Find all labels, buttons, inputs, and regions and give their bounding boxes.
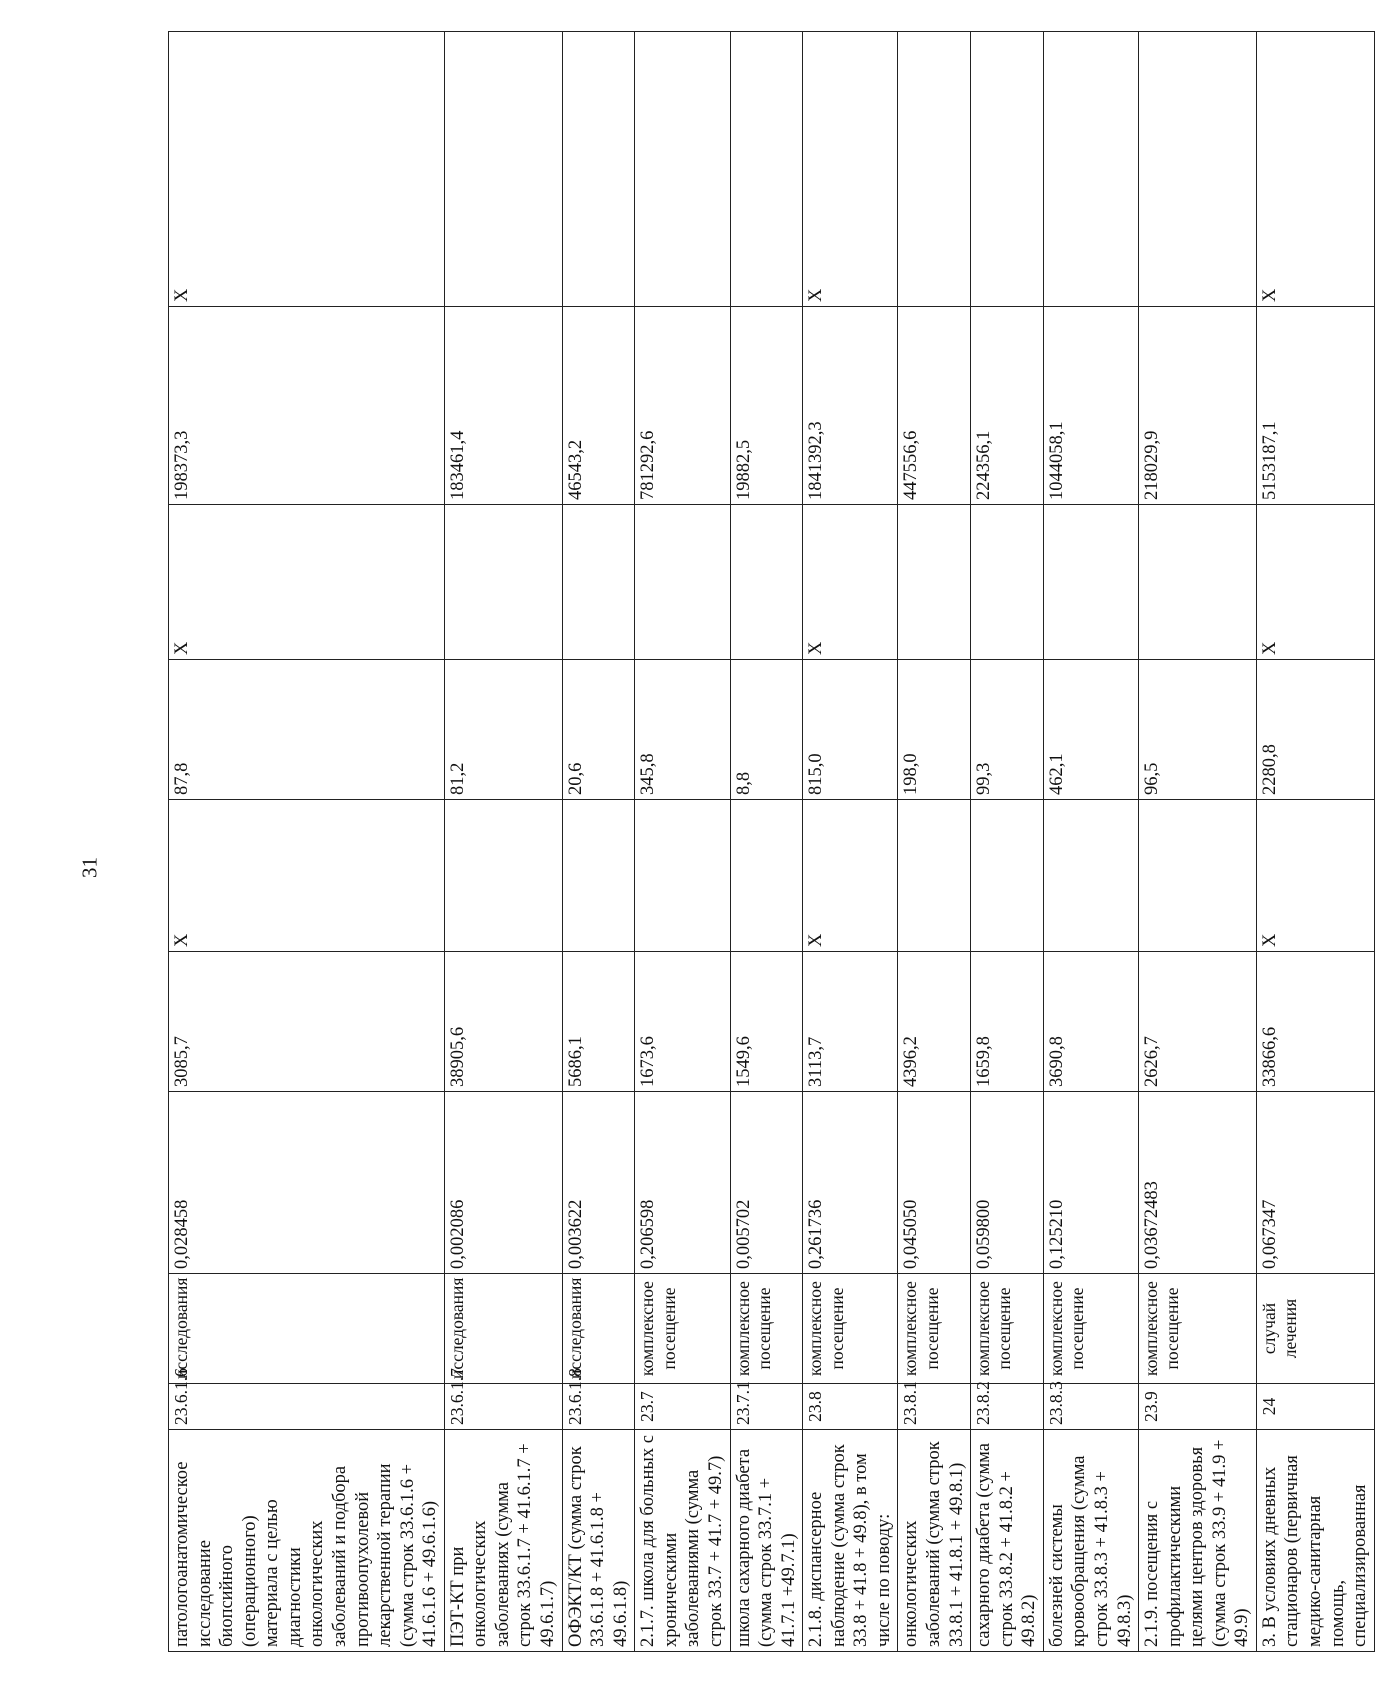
row-norm-cell: 0,261736 <box>803 1092 898 1274</box>
table-row <box>1256 32 1374 1652</box>
row-per-capita-cell: 815,0 <box>803 660 898 800</box>
row-x-cell <box>1043 505 1138 660</box>
row-x-cell <box>635 800 730 952</box>
row-unit-cell: комплексное посещение <box>1043 1274 1138 1384</box>
row-cost-cell: 1673,6 <box>635 952 730 1092</box>
row-per-capita-cell: 20,6 <box>562 660 635 800</box>
row-code-cell: 23.6.1.8 <box>562 1384 635 1430</box>
row-cost-cell: 3690,8 <box>1043 952 1138 1092</box>
row-name-cell: школа сахарного диабета (сумма строк 33.7.1 + 41.7.1 +49.7.1) <box>730 1430 803 1652</box>
row-cost-cell: 38905,6 <box>444 952 562 1092</box>
row-unit-cell: комплексное посещение <box>635 1274 730 1384</box>
row-x-cell <box>730 505 803 660</box>
row-x-cell <box>562 32 635 307</box>
table-row <box>444 32 562 1652</box>
row-x-cell: X <box>169 505 445 660</box>
row-x-cell <box>730 32 803 307</box>
row-total-cell: 5153187,1 <box>1256 307 1374 505</box>
row-total-cell: 1044058,1 <box>1043 307 1138 505</box>
row-name-cell: 2.1.8. диспансерное наблюдение (сумма строк 33.8 + 41.8 + 49.8), в том числе по поводу: <box>803 1430 898 1652</box>
row-norm-cell: 0,028458 <box>169 1092 445 1274</box>
row-x-cell <box>898 505 971 660</box>
table-row <box>635 32 730 1652</box>
row-unit-cell: комплексное посещение <box>730 1274 803 1384</box>
row-total-cell: 447556,6 <box>898 307 971 505</box>
row-per-capita-cell: 99,3 <box>971 660 1044 800</box>
row-per-capita-cell: 96,5 <box>1139 660 1257 800</box>
row-total-cell: 224356,1 <box>971 307 1044 505</box>
row-cost-cell: 3113,7 <box>803 952 898 1092</box>
row-norm-cell: 0,03672483 <box>1139 1092 1257 1274</box>
row-total-cell: 218029,9 <box>1139 307 1257 505</box>
row-norm-cell: 0,067347 <box>1256 1092 1374 1274</box>
row-x-cell: X <box>1256 505 1374 660</box>
row-x-cell <box>444 800 562 952</box>
row-x-cell: X <box>803 800 898 952</box>
row-x-cell <box>635 505 730 660</box>
row-cost-cell: 1659,8 <box>971 952 1044 1092</box>
row-per-capita-cell: 462,1 <box>1043 660 1138 800</box>
row-total-cell: 1841392,3 <box>803 307 898 505</box>
row-x-cell <box>1139 32 1257 307</box>
row-unit-cell: случай лечения <box>1256 1274 1374 1384</box>
table-row <box>1043 32 1138 1652</box>
row-unit-cell: комплексное посещение <box>803 1274 898 1384</box>
row-norm-cell: 0,003622 <box>562 1092 635 1274</box>
row-cost-cell: 3085,7 <box>169 952 445 1092</box>
row-per-capita-cell: 87,8 <box>169 660 445 800</box>
row-cost-cell: 5686,1 <box>562 952 635 1092</box>
page-number: 31 <box>77 857 102 878</box>
row-norm-cell: 0,125210 <box>1043 1092 1138 1274</box>
table-row <box>562 32 635 1652</box>
row-name-cell: болезней системы кровообращения (сумма строк 33.8.3 + 41.8.3 + 49.8.3) <box>1043 1430 1138 1652</box>
row-cost-cell: 1549,6 <box>730 952 803 1092</box>
row-norm-cell: 0,206598 <box>635 1092 730 1274</box>
row-per-capita-cell: 8,8 <box>730 660 803 800</box>
row-code-cell: 24 <box>1256 1384 1374 1430</box>
row-norm-cell: 0,059800 <box>971 1092 1044 1274</box>
row-total-cell: 183461,4 <box>444 307 562 505</box>
row-x-cell <box>444 32 562 307</box>
row-code-cell: 23.8.2 <box>971 1384 1044 1430</box>
row-x-cell <box>1043 800 1138 952</box>
row-name-cell: ПЭТ-КТ при онкологических заболеваниях (сумма строк 33.6.1.7 + 41.6.1.7 + 49.6.1.7) <box>444 1430 562 1652</box>
row-code-cell: 23.6.1.6 <box>169 1384 445 1430</box>
row-x-cell <box>562 505 635 660</box>
row-per-capita-cell: 2280,8 <box>1256 660 1374 800</box>
table-row <box>971 32 1044 1652</box>
row-x-cell <box>1139 800 1257 952</box>
row-norm-cell: 0,045050 <box>898 1092 971 1274</box>
row-name-cell: ОФЭКТ/КТ (сумма строк 33.6.1.8 + 41.6.1.8 + 49.6.1.8) <box>562 1430 635 1652</box>
row-unit-cell: комплексное посещение <box>1139 1274 1257 1384</box>
row-name-cell: 2.1.9. посещения с профилактическими целями центров здоровья (сумма строк 33.9 + 41.9 + 49.9) <box>1139 1430 1257 1652</box>
row-per-capita-cell: 345,8 <box>635 660 730 800</box>
row-total-cell: 781292,6 <box>635 307 730 505</box>
row-x-cell <box>971 32 1044 307</box>
table-row <box>898 32 971 1652</box>
table-row <box>803 32 898 1652</box>
table-row <box>730 32 803 1652</box>
budget-table <box>168 31 1375 1652</box>
row-name-cell: сахарного диабета (сумма строк 33.8.2 + 41.8.2 + 49.8.2) <box>971 1430 1044 1652</box>
row-name-cell: онкологических заболеваний (сумма строк 33.8.1 + 41.8.1 + 49.8.1) <box>898 1430 971 1652</box>
row-total-cell: 19882,5 <box>730 307 803 505</box>
row-x-cell <box>1043 32 1138 307</box>
row-norm-cell: 0,002086 <box>444 1092 562 1274</box>
row-code-cell: 23.9 <box>1139 1384 1257 1430</box>
row-x-cell: X <box>169 32 445 307</box>
row-x-cell <box>1139 505 1257 660</box>
row-x-cell <box>971 505 1044 660</box>
row-x-cell: X <box>169 800 445 952</box>
row-x-cell <box>635 32 730 307</box>
row-code-cell: 23.6.1.7 <box>444 1384 562 1430</box>
row-x-cell <box>444 505 562 660</box>
row-x-cell <box>971 800 1044 952</box>
row-unit-cell: исследования <box>169 1274 445 1384</box>
table-wrapper <box>168 32 1371 1652</box>
row-x-cell <box>898 800 971 952</box>
table-row <box>169 32 445 1652</box>
row-code-cell: 23.8.3 <box>1043 1384 1138 1430</box>
row-x-cell: X <box>803 505 898 660</box>
row-x-cell: X <box>803 32 898 307</box>
table-row <box>1139 32 1257 1652</box>
row-cost-cell: 2626,7 <box>1139 952 1257 1092</box>
row-code-cell: 23.8 <box>803 1384 898 1430</box>
row-name-cell: 2.1.7. школа для больных с хроническими заболеваниями (сумма строк 33.7 + 41.7 + 49.7) <box>635 1430 730 1652</box>
row-unit-cell: комплексное посещение <box>898 1274 971 1384</box>
row-x-cell: X <box>1256 32 1374 307</box>
row-x-cell <box>898 32 971 307</box>
row-unit-cell: исследования <box>562 1274 635 1384</box>
row-code-cell: 23.7 <box>635 1384 730 1430</box>
row-norm-cell: 0,005702 <box>730 1092 803 1274</box>
row-x-cell <box>730 800 803 952</box>
row-unit-cell: исследования <box>444 1274 562 1384</box>
row-per-capita-cell: 81,2 <box>444 660 562 800</box>
row-code-cell: 23.7.1 <box>730 1384 803 1430</box>
row-code-cell: 23.8.1 <box>898 1384 971 1430</box>
row-name-cell: 3. В условиях дневных стационаров (первичная медико-санитарная помощь, специализированная <box>1256 1430 1374 1652</box>
row-cost-cell: 4396,2 <box>898 952 971 1092</box>
row-total-cell: 198373,3 <box>169 307 445 505</box>
row-x-cell: X <box>1256 800 1374 952</box>
row-total-cell: 46543,2 <box>562 307 635 505</box>
row-unit-cell: комплексное посещение <box>971 1274 1044 1384</box>
row-per-capita-cell: 198,0 <box>898 660 971 800</box>
row-x-cell <box>562 800 635 952</box>
row-cost-cell: 33866,6 <box>1256 952 1374 1092</box>
row-name-cell: патологоанатомическое исследование биопсийного (операционного) материала с целью диагностики онкологических заболеваний и подбора противоопухолевой лекарственной терапии (сумма строк 33.6.1.6 + 41.6.1.6 + 49.6.1.6) <box>169 1430 445 1652</box>
